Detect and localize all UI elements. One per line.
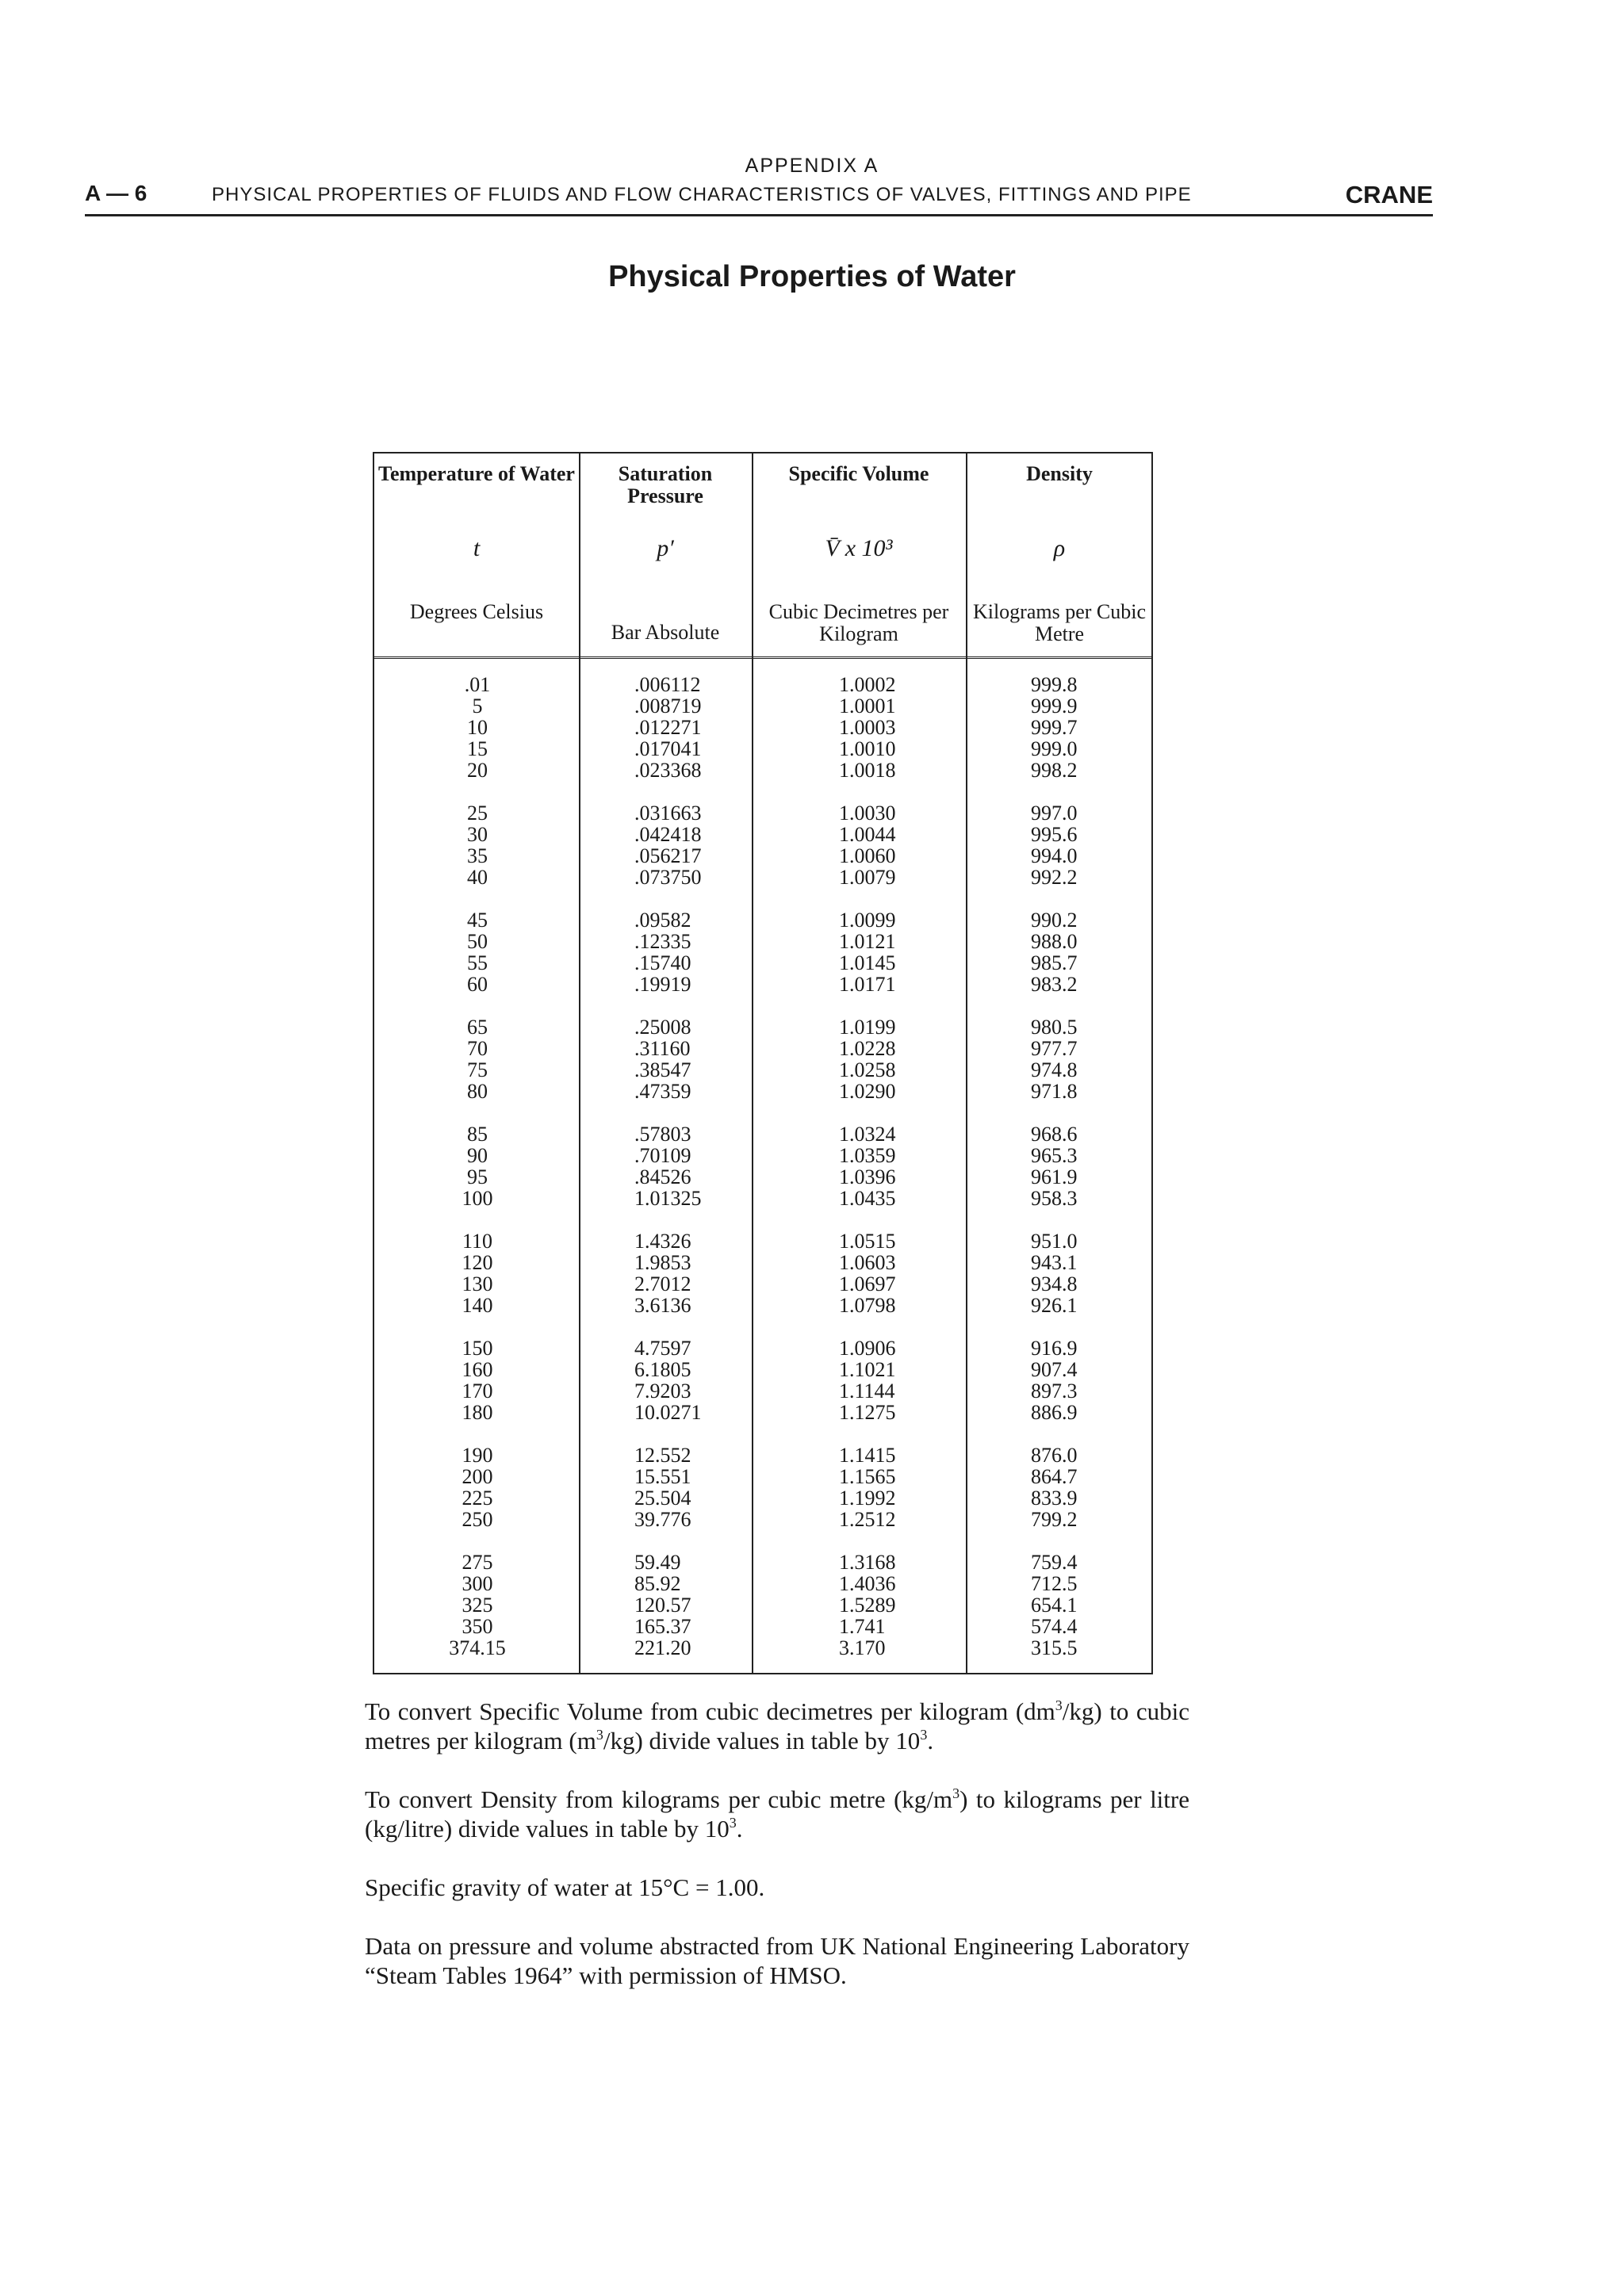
pressure-cell: .31160 bbox=[634, 1037, 691, 1060]
temperature-cell: 300 bbox=[462, 1572, 493, 1595]
running-header bbox=[85, 181, 1433, 212]
temperature-cell: 85 bbox=[467, 1123, 488, 1146]
column-symbol: t bbox=[473, 535, 481, 561]
density-cell: 997.0 bbox=[1031, 802, 1078, 825]
row-group bbox=[634, 909, 737, 995]
pressure-cell: 15.551 bbox=[634, 1465, 691, 1488]
density-cell: 876.0 bbox=[1031, 1444, 1078, 1467]
specific-volume-cell: 1.2512 bbox=[839, 1508, 896, 1531]
specific-volume-cell: 1.0603 bbox=[839, 1251, 896, 1274]
page-title: Physical Properties of Water bbox=[608, 260, 1016, 293]
row-group bbox=[430, 674, 525, 781]
row-group bbox=[839, 802, 942, 888]
density-cell: 864.7 bbox=[1031, 1465, 1078, 1488]
row-group bbox=[634, 1016, 737, 1102]
specific-volume-cell: 1.1992 bbox=[839, 1487, 896, 1510]
row-group bbox=[430, 1337, 525, 1423]
density-cell: 799.2 bbox=[1031, 1508, 1078, 1531]
density-cell: 886.9 bbox=[1031, 1401, 1078, 1424]
density-cell: 934.8 bbox=[1031, 1272, 1078, 1295]
pressure-cell: 1.4326 bbox=[634, 1230, 691, 1253]
density-cell: 315.5 bbox=[1031, 1636, 1078, 1659]
temperature-cell: 120 bbox=[462, 1251, 493, 1274]
pressure-cell: .09582 bbox=[634, 909, 691, 932]
temperature-cell: 25 bbox=[467, 802, 488, 825]
pressure-cell: 85.92 bbox=[634, 1572, 681, 1595]
density-cell: 974.8 bbox=[1031, 1058, 1078, 1081]
specific-volume-cell: 1.0697 bbox=[839, 1272, 896, 1295]
temperature-cell: 100 bbox=[462, 1187, 493, 1210]
column-heading: Specific Volume bbox=[788, 462, 929, 485]
column-heading: Density bbox=[1026, 462, 1093, 485]
row-group bbox=[1031, 1016, 1126, 1102]
specific-volume-cell: 1.0003 bbox=[839, 716, 896, 739]
density-cell: 988.0 bbox=[1031, 930, 1078, 953]
row-group bbox=[1031, 1123, 1126, 1209]
specific-volume-cell: 1.0121 bbox=[839, 930, 896, 953]
pressure-cell: 4.7597 bbox=[634, 1337, 691, 1360]
temperature-cell: 45 bbox=[467, 909, 488, 932]
specific-volume-cell: 1.741 bbox=[839, 1615, 886, 1638]
specific-volume-cell: 1.0290 bbox=[839, 1080, 896, 1103]
column-unit: Degrees Celsius bbox=[409, 600, 544, 623]
column-header-temperature bbox=[374, 453, 579, 656]
specific-volume-cell: 1.1565 bbox=[839, 1465, 896, 1488]
density-cell: 980.5 bbox=[1031, 1016, 1078, 1039]
specific-volume-cell: 1.0515 bbox=[839, 1230, 896, 1253]
specific-volume-cell: 1.0002 bbox=[839, 673, 896, 696]
temperature-cell: 200 bbox=[462, 1465, 493, 1488]
pressure-cell: 39.776 bbox=[634, 1508, 691, 1531]
specific-volume-column bbox=[839, 674, 942, 1680]
row-group bbox=[430, 1123, 525, 1209]
specific-volume-cell: 1.0030 bbox=[839, 802, 896, 825]
row-group bbox=[634, 1337, 737, 1423]
row-group bbox=[430, 1016, 525, 1102]
temperature-cell: 70 bbox=[467, 1037, 488, 1060]
pressure-cell: 6.1805 bbox=[634, 1358, 691, 1381]
column-header-specific-volume bbox=[752, 453, 966, 656]
density-cell: 926.1 bbox=[1031, 1294, 1078, 1317]
density-cell: 994.0 bbox=[1031, 844, 1078, 867]
temperature-cell: 180 bbox=[462, 1401, 493, 1424]
specific-volume-cell: 1.0001 bbox=[839, 695, 896, 718]
column-symbol: ρ bbox=[1053, 535, 1066, 561]
specific-volume-cell: 1.0228 bbox=[839, 1037, 896, 1060]
temperature-cell: 190 bbox=[462, 1444, 493, 1467]
column-header-pressure bbox=[579, 453, 752, 656]
density-cell: 999.0 bbox=[1031, 737, 1078, 760]
pressure-cell: 7.9203 bbox=[634, 1380, 691, 1402]
pressure-cell: 3.6136 bbox=[634, 1294, 691, 1317]
temperature-cell: 160 bbox=[462, 1358, 493, 1381]
row-group bbox=[430, 802, 525, 888]
density-cell: 951.0 bbox=[1031, 1230, 1078, 1253]
temperature-cell: 55 bbox=[467, 951, 488, 974]
pressure-cell: .19919 bbox=[634, 973, 691, 996]
density-cell: 965.3 bbox=[1031, 1144, 1078, 1167]
specific-volume-cell: 1.0145 bbox=[839, 951, 896, 974]
pressure-cell: .25008 bbox=[634, 1016, 691, 1039]
temperature-cell: 170 bbox=[462, 1380, 493, 1402]
pressure-cell: .056217 bbox=[634, 844, 702, 867]
density-cell: 916.9 bbox=[1031, 1337, 1078, 1360]
row-group bbox=[839, 909, 942, 995]
pressure-cell: .017041 bbox=[634, 737, 702, 760]
column-heading: Temperature of Water bbox=[378, 462, 575, 485]
density-cell: 833.9 bbox=[1031, 1487, 1078, 1510]
pressure-cell: .84526 bbox=[634, 1165, 691, 1188]
row-group bbox=[839, 1445, 942, 1530]
pressure-cell: 10.0271 bbox=[634, 1401, 702, 1424]
temperature-cell: 65 bbox=[467, 1016, 488, 1039]
pressure-cell: 1.9853 bbox=[634, 1251, 691, 1274]
row-group bbox=[634, 1445, 737, 1530]
brand-name: CRANE bbox=[1345, 181, 1433, 209]
temperature-column bbox=[430, 674, 525, 1680]
density-cell: 992.2 bbox=[1031, 866, 1078, 889]
specific-volume-cell: 1.0359 bbox=[839, 1144, 896, 1167]
header-rule bbox=[85, 214, 1433, 216]
pressure-cell: 120.57 bbox=[634, 1594, 691, 1617]
density-cell: 961.9 bbox=[1031, 1165, 1078, 1188]
temperature-cell: 60 bbox=[467, 973, 488, 996]
pressure-cell: .042418 bbox=[634, 823, 702, 846]
column-symbol: V̄ x 10³ bbox=[825, 535, 893, 561]
pressure-column bbox=[634, 674, 737, 1680]
density-cell: 712.5 bbox=[1031, 1572, 1078, 1595]
specific-volume-cell: 1.0018 bbox=[839, 759, 896, 782]
pressure-cell: 25.504 bbox=[634, 1487, 691, 1510]
density-column bbox=[1031, 674, 1126, 1680]
temperature-cell: 40 bbox=[467, 866, 488, 889]
density-cell: 958.3 bbox=[1031, 1187, 1078, 1210]
temperature-cell: 30 bbox=[467, 823, 488, 846]
temperature-cell: 374.15 bbox=[449, 1636, 506, 1659]
density-cell: 971.8 bbox=[1031, 1080, 1078, 1103]
temperature-cell: 130 bbox=[462, 1272, 493, 1295]
density-cell: 990.2 bbox=[1031, 909, 1078, 932]
temperature-cell: 150 bbox=[462, 1337, 493, 1360]
specific-volume-cell: 1.0044 bbox=[839, 823, 896, 846]
row-group bbox=[839, 1123, 942, 1209]
pressure-cell: .006112 bbox=[634, 673, 701, 696]
row-group bbox=[430, 1230, 525, 1316]
pressure-cell: 221.20 bbox=[634, 1636, 691, 1659]
pressure-cell: .031663 bbox=[634, 802, 702, 825]
pressure-cell: 59.49 bbox=[634, 1551, 681, 1574]
row-group bbox=[1031, 674, 1126, 781]
density-cell: 985.7 bbox=[1031, 951, 1078, 974]
row-group bbox=[1031, 1445, 1126, 1530]
column-unit: Cubic Decimetres per Kilogram bbox=[768, 600, 949, 645]
row-group bbox=[1031, 909, 1126, 995]
density-cell: 968.6 bbox=[1031, 1123, 1078, 1146]
density-cell: 977.7 bbox=[1031, 1037, 1078, 1060]
pressure-cell: .70109 bbox=[634, 1144, 691, 1167]
density-cell: 983.2 bbox=[1031, 973, 1078, 996]
specific-volume-cell: 1.0010 bbox=[839, 737, 896, 760]
row-group bbox=[1031, 1337, 1126, 1423]
column-unit: Kilograms per Cubic Metre bbox=[972, 600, 1147, 645]
specific-volume-cell: 1.1021 bbox=[839, 1358, 896, 1381]
running-title: PHYSICAL PROPERTIES OF FLUIDS AND FLOW CHARACTERISTICS OF VALVES, FITTINGS AND PIPE bbox=[212, 184, 1192, 205]
row-group bbox=[839, 1552, 942, 1659]
pressure-cell: 165.37 bbox=[634, 1615, 691, 1638]
temperature-cell: 350 bbox=[462, 1615, 493, 1638]
density-cell: 907.4 bbox=[1031, 1358, 1078, 1381]
temperature-cell: 110 bbox=[462, 1230, 493, 1253]
notes bbox=[365, 1697, 1189, 2019]
pressure-cell: .12335 bbox=[634, 930, 691, 953]
specific-volume-cell: 1.1275 bbox=[839, 1401, 896, 1424]
specific-volume-cell: 1.0798 bbox=[839, 1294, 896, 1317]
pressure-cell: 1.01325 bbox=[634, 1187, 702, 1210]
pressure-cell: 2.7012 bbox=[634, 1272, 691, 1295]
density-cell: 999.8 bbox=[1031, 673, 1078, 696]
temperature-cell: 5 bbox=[472, 695, 483, 718]
temperature-cell: 225 bbox=[462, 1487, 493, 1510]
temperature-cell: 90 bbox=[467, 1144, 488, 1167]
temperature-cell: 95 bbox=[467, 1165, 488, 1188]
row-group bbox=[1031, 1552, 1126, 1659]
water-properties-table bbox=[373, 452, 1153, 1674]
temperature-cell: 140 bbox=[462, 1294, 493, 1317]
specific-volume-cell: 1.0171 bbox=[839, 973, 896, 996]
specific-volume-cell: 1.0258 bbox=[839, 1058, 896, 1081]
density-cell: 995.6 bbox=[1031, 823, 1078, 846]
pressure-cell: .073750 bbox=[634, 866, 702, 889]
column-symbol: p′ bbox=[657, 535, 674, 561]
density-cell: 574.4 bbox=[1031, 1615, 1078, 1638]
header-separator bbox=[374, 656, 1151, 659]
row-group bbox=[839, 674, 942, 781]
pressure-cell: .57803 bbox=[634, 1123, 691, 1146]
note-density: To convert Density from kilograms per cubic metre $(kg/m^3)$ to kilograms per litre (kg/litre) divide values in table by $10^3$. bbox=[365, 1785, 1189, 1843]
column-heading: Saturation Pressure bbox=[618, 462, 713, 507]
specific-volume-cell: 1.0199 bbox=[839, 1016, 896, 1039]
temperature-cell: 10 bbox=[467, 716, 488, 739]
column-unit: Bar Absolute bbox=[611, 621, 720, 644]
row-group bbox=[430, 909, 525, 995]
density-cell: 759.4 bbox=[1031, 1551, 1078, 1574]
density-cell: 998.2 bbox=[1031, 759, 1078, 782]
specific-volume-cell: 1.0060 bbox=[839, 844, 896, 867]
temperature-cell: 20 bbox=[467, 759, 488, 782]
pressure-cell: .023368 bbox=[634, 759, 702, 782]
specific-volume-cell: 1.1415 bbox=[839, 1444, 896, 1467]
row-group bbox=[839, 1337, 942, 1423]
note-data-source: Data on pressure and volume abstracted from UK National Engineering Laboratory “Steam Tables 1964” with permission of HMSO. bbox=[365, 1932, 1189, 1989]
pressure-cell: .008719 bbox=[634, 695, 702, 718]
temperature-cell: 80 bbox=[467, 1080, 488, 1103]
row-group bbox=[634, 1230, 737, 1316]
row-group bbox=[1031, 802, 1126, 888]
column-header-density bbox=[966, 453, 1153, 656]
pressure-cell: .15740 bbox=[634, 951, 691, 974]
temperature-cell: 250 bbox=[462, 1508, 493, 1531]
specific-volume-cell: 1.0435 bbox=[839, 1187, 896, 1210]
density-cell: 999.9 bbox=[1031, 695, 1078, 718]
row-group bbox=[430, 1552, 525, 1659]
row-group bbox=[839, 1016, 942, 1102]
row-group bbox=[634, 1123, 737, 1209]
row-group bbox=[634, 1552, 737, 1659]
temperature-cell: 275 bbox=[462, 1551, 493, 1574]
row-group bbox=[634, 674, 737, 781]
temperature-cell: 325 bbox=[462, 1594, 493, 1617]
temperature-cell: .01 bbox=[464, 673, 491, 696]
note-specific-volume: To convert Specific Volume from cubic decimetres per kilogram $(dm^3/kg)$ to cubic metres per kilogram $(m^3/kg)$ divide values in table by $10^3$. bbox=[365, 1697, 1189, 1755]
density-cell: 999.7 bbox=[1031, 716, 1078, 739]
row-group bbox=[839, 1230, 942, 1316]
specific-volume-cell: 1.4036 bbox=[839, 1572, 896, 1595]
note-specific-gravity: Specific gravity of water at 15°C = 1.00. bbox=[365, 1873, 765, 1901]
row-group bbox=[1031, 1230, 1126, 1316]
row-group bbox=[634, 802, 737, 888]
temperature-cell: 15 bbox=[467, 737, 488, 760]
specific-volume-cell: 1.0396 bbox=[839, 1165, 896, 1188]
pressure-cell: 12.552 bbox=[634, 1444, 691, 1467]
temperature-cell: 75 bbox=[467, 1058, 488, 1081]
pressure-cell: .38547 bbox=[634, 1058, 691, 1081]
specific-volume-cell: 1.0079 bbox=[839, 866, 896, 889]
appendix-label: APPENDIX A bbox=[745, 155, 879, 177]
pressure-cell: .47359 bbox=[634, 1080, 691, 1103]
specific-volume-cell: 1.5289 bbox=[839, 1594, 896, 1617]
temperature-cell: 50 bbox=[467, 930, 488, 953]
density-cell: 654.1 bbox=[1031, 1594, 1078, 1617]
density-cell: 943.1 bbox=[1031, 1251, 1078, 1274]
specific-volume-cell: 1.3168 bbox=[839, 1551, 896, 1574]
specific-volume-cell: 1.1144 bbox=[839, 1380, 895, 1402]
page-number: A — 6 bbox=[85, 181, 147, 205]
specific-volume-cell: 1.0906 bbox=[839, 1337, 896, 1360]
pressure-cell: .012271 bbox=[634, 716, 702, 739]
density-cell: 897.3 bbox=[1031, 1380, 1078, 1402]
row-group bbox=[430, 1445, 525, 1530]
temperature-cell: 35 bbox=[467, 844, 488, 867]
specific-volume-cell: 3.170 bbox=[839, 1636, 886, 1659]
specific-volume-cell: 1.0324 bbox=[839, 1123, 896, 1146]
specific-volume-cell: 1.0099 bbox=[839, 909, 896, 932]
